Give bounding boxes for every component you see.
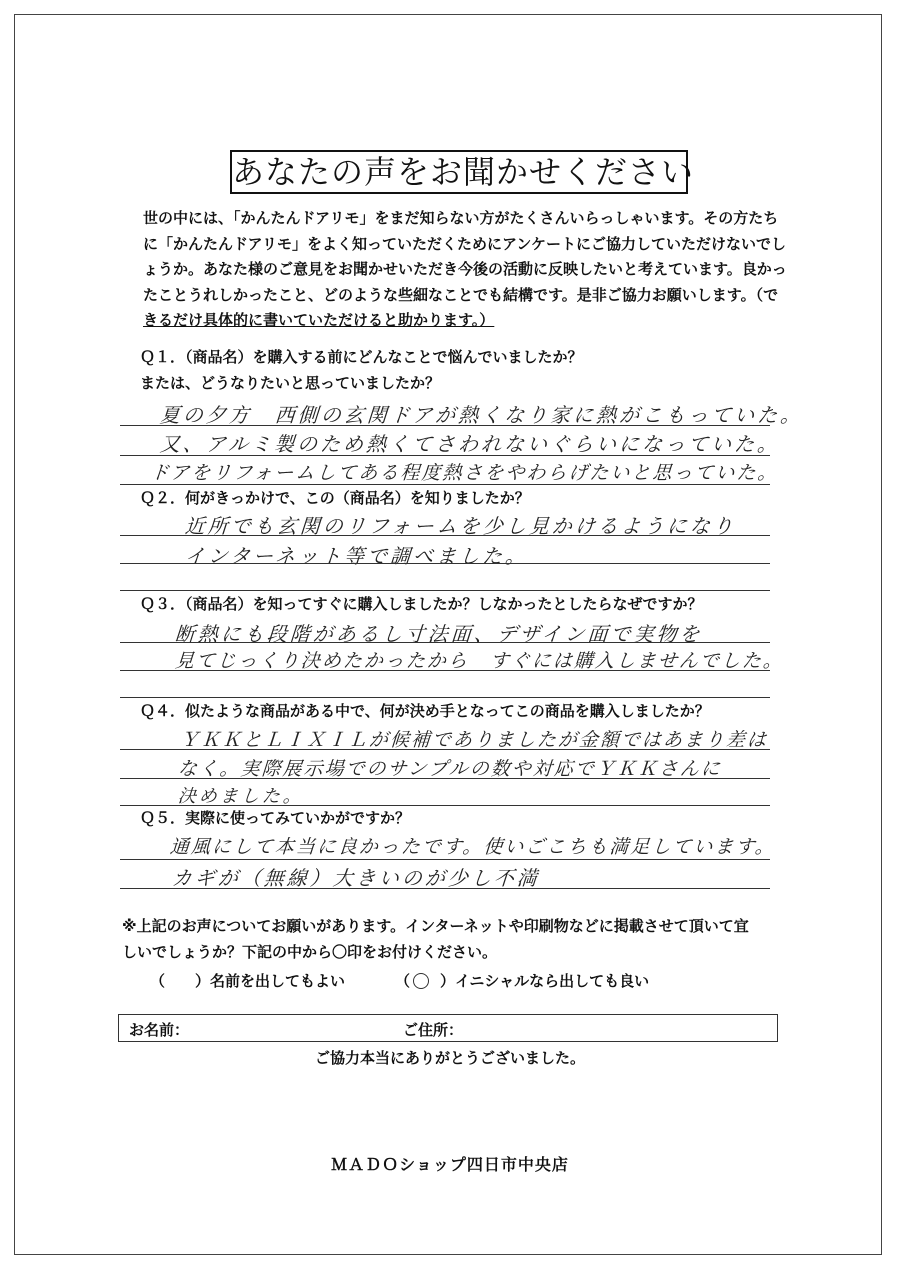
answer-rule bbox=[120, 749, 770, 750]
consent-option-initials: イニシャルなら出しても良い bbox=[455, 972, 650, 990]
intro-line: に「かんたんドアリモ」をよく知っていただくためにアンケートにご協力していただけないでし bbox=[143, 234, 787, 253]
answer-rule bbox=[120, 590, 770, 591]
q5-answer-line: 通風にして本当に良かったです。使いごこちも満足しています。 bbox=[169, 836, 777, 858]
consent-paren-initials[interactable]: （ ） bbox=[395, 972, 456, 990]
answer-rule bbox=[120, 484, 770, 485]
thanks-text: ご協力本当にありがとうございました。 bbox=[314, 1049, 585, 1067]
form-title: あなたの声をお聞かせください bbox=[230, 150, 688, 194]
consent-option-name: 名前を出してもよい bbox=[210, 972, 346, 990]
intro-line: 世の中には、「かんたんドアリモ」をまだ知らない方がたくさんいらっしゃいます。その方たち bbox=[143, 209, 779, 227]
q4-label: Ｑ４．似たような商品がある中で、何が決め手となってこの商品を購入しましたか？ bbox=[140, 702, 710, 720]
q3-answer-line: 見てじっくり決めたかったから すぐには購入しませんでした。 bbox=[174, 650, 785, 672]
consent-paren-name[interactable]: （ ） bbox=[150, 972, 211, 990]
q2-answer-line: 近所でも玄関のリフォームを少し見かけるようになり bbox=[184, 514, 737, 538]
intro-line: きるだけ具体的に書いていただけると助かります。） bbox=[143, 311, 495, 329]
answer-rule bbox=[120, 888, 770, 889]
q2-answer-line: インターネット等で調べました。 bbox=[184, 544, 529, 568]
q1-label: Ｑ１．（商品名）を購入する前にどんなことで悩んでいましたか？ bbox=[140, 348, 583, 366]
shop-name: ＭＡＤＯショップ四日市中央店 bbox=[331, 1155, 569, 1174]
q4-answer-line: なく。実際展示場でのサンプルの数や対応でＹＫＫさんに bbox=[177, 758, 723, 780]
circle-mark-icon bbox=[413, 973, 429, 989]
q1-answer-line: 夏の夕方 西側の玄関ドアが熱くなり家に熱がこもっていた。 bbox=[159, 403, 805, 427]
answer-rule bbox=[120, 425, 770, 426]
answer-rule bbox=[120, 670, 770, 671]
intro-line: ょうか。あなた様のご意見をお聞かせいただき今後の活動に反映したいと考えています。良かっ bbox=[143, 260, 787, 278]
answer-rule bbox=[120, 535, 770, 536]
q3-label: Ｑ３．（商品名）を知ってすぐに購入しましたか？しなかったとしたらなぜですか？ bbox=[140, 595, 703, 613]
answer-rule bbox=[120, 563, 770, 564]
q3-answer-line: 断熱にも段階があるし寸法面、デザイン面で実物を bbox=[174, 622, 704, 646]
name-label: お名前： bbox=[129, 1021, 190, 1039]
q1-answer-line: 又、アルミ製のため熱くてさわれないぐらいになっていた。 bbox=[159, 432, 781, 456]
q5-label: Ｑ５．実際に使ってみていかがですか？ bbox=[140, 809, 411, 827]
answer-rule bbox=[120, 859, 770, 860]
answer-rule bbox=[120, 697, 770, 698]
q5-answer-line: カギが（無線）大きいのが少し不満 bbox=[171, 866, 541, 890]
q4-answer-line: 決めました。 bbox=[177, 786, 305, 807]
answer-rule bbox=[120, 455, 770, 456]
q2-label: Ｑ２．何がきっかけで、この（商品名）を知りましたか？ bbox=[140, 489, 530, 507]
answer-rule bbox=[120, 805, 770, 806]
consent-note-2: しいでしょうか？下記の中から〇印をお付けください。 bbox=[122, 943, 498, 961]
intro-text bbox=[143, 206, 787, 334]
q4-answer-line: ＹＫＫとＬＩＸＩＬが候補でありましたが金額ではあまり差は bbox=[179, 729, 769, 751]
address-label: ご住所： bbox=[403, 1021, 464, 1039]
intro-line: たことうれしかったこと、どのような些細なことでも結構です。是非ご協力お願いします。（で bbox=[143, 285, 779, 304]
q1-label-2: または、どうなりたいと思っていましたか？ bbox=[140, 374, 441, 392]
q1-answer-line: ドアをリフォームしてある程度熱さをやわらげたいと思っていた。 bbox=[149, 462, 780, 484]
contact-box bbox=[118, 1014, 778, 1042]
answer-rule bbox=[120, 642, 770, 643]
answer-rule bbox=[120, 778, 770, 779]
consent-note: ※上記のお声についてお願いがあります。インターネットや印刷物などに掲載させて頂いて宜 bbox=[122, 917, 749, 935]
